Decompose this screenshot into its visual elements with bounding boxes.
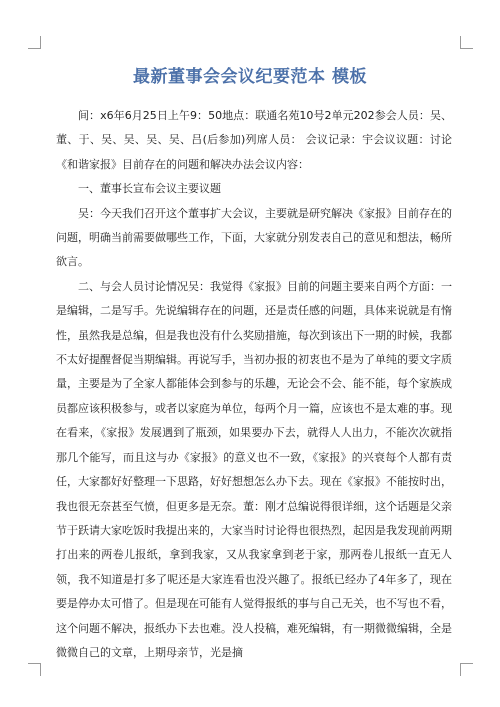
paragraph-section-heading-1: 一、董事长宣布会议主要议题	[78, 182, 221, 196]
crop-mark-bottom-right	[460, 663, 473, 676]
paragraph-meeting-info: 间：x6年6月25日上午9：50地点：联通名苑10号2单元202参会人员：吴、董、于、吴、吴、吴、吴、吕(后参加)列席人员： 会议记录：宇会议议题：讨论《和谐家报》目前存在的问题和解决办法会议内容：	[56, 109, 452, 171]
paragraph-discussion: 二、与会人员讨论情况吴：我觉得《家报》目前的问题主要来自两个方面：一是编辑，二是写手。先说编辑存在的问题，还是责任感的问题，具体来说就是有惰性，虽然我是总编，但是我也没有什么奖励措施，每次到该出下一期的时候，我都不太好提醒督促当期编辑。再说写手，当初办报的初衷也不是为了单纯的要文字质量，主要是为了全家人都能体会到参与的乐趣，无论会不会、能不能，每个家族成员都应该积极参与，或者以家庭为单位，每两个月一篇，应该也不是太难的事。现在看来，《家报》发展遇到了瓶颈，如果要办下去，就得人人出力，不能次次就指那几个能写，而且这与办《家报》的意义也不一致，《家报》的兴衰每个人都有责任，大家都好好整理一下思路，好好想想怎么办下去。现在《家报》不能按时出，我也很无奈甚至气愤，但更多是无奈。董：刚才总编说得很详细，这个话题是父亲节于跃请大家吃饭时我提出来的，大家当时讨论得也很热烈，起因是我发现前两期打出来的两卷儿报纸，拿到我家，又从我家拿到老于家，那两卷儿报纸一直无人领，我不知道是打多了呢还是大家连看也没兴趣了。报纸已经办了4年多了，现在要是停办太可惜了。但是现在可能有人觉得报纸的事与自己无关，也不写也不看，这个问题不解决，报纸办下去也难。没人投稿，难死编辑，有一期微微编辑，全是微微自己的文章，上期母亲节，光是摘	[56, 279, 452, 659]
crop-mark-top-right	[460, 36, 473, 49]
document-body	[56, 104, 452, 665]
crop-mark-bottom-left	[28, 663, 41, 676]
crop-mark-top-left	[28, 36, 41, 49]
paragraph-chairman-speech: 吴：今天我们召开这个董事扩大会议，主要就是研究解决《家报》目前存在的问题，明确当前需要做哪些工作，下面，大家就分别发表自己的意见和想法，畅所欲言。	[56, 206, 452, 269]
document-title: 最新董事会会议纪要范本 模板	[133, 67, 367, 87]
